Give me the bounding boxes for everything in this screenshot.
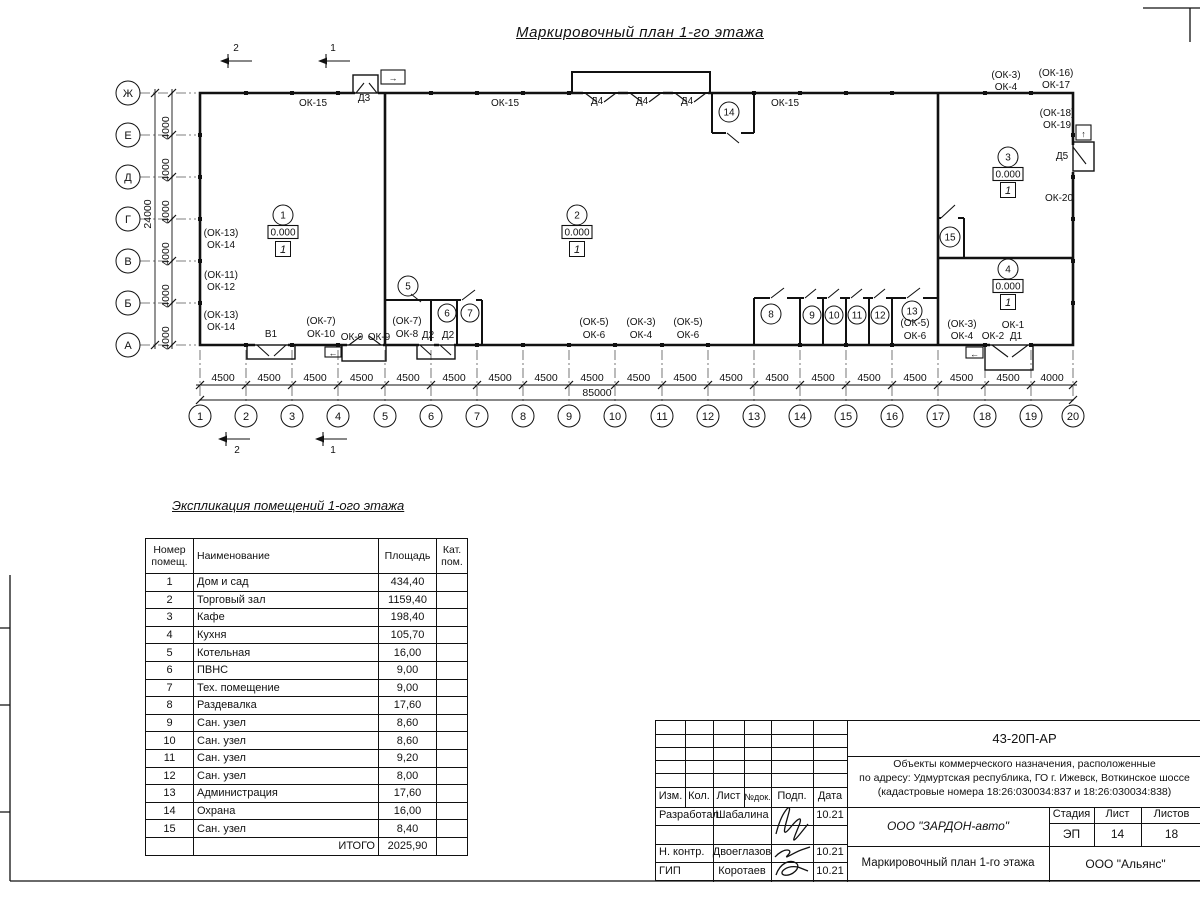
dim-bottom-17: 4500 — [949, 372, 974, 384]
dim-bottom-3: 4500 — [303, 372, 327, 384]
exploration-cell: 1159,40 — [379, 591, 437, 609]
exit-arrow-icon: ← — [328, 348, 338, 358]
axis-col-label-16: 16 — [885, 411, 899, 423]
ok3-t1-label: (ОК-3) — [991, 70, 1021, 81]
exploration-cell — [437, 749, 468, 767]
dim-left-total: 24000 — [142, 199, 154, 229]
d5-label: Д5 — [1055, 151, 1069, 162]
column-mark — [244, 343, 248, 347]
rev-header-ndok: №док. — [744, 791, 771, 802]
exploration-cell — [437, 626, 468, 644]
ok3-b1-label: (ОК-3) — [626, 317, 656, 328]
floor-type-4: 1 — [1004, 297, 1012, 309]
exploration-cell: 1 — [146, 574, 194, 592]
ok15-2-label: ОК-15 — [490, 98, 520, 109]
exploration-cell: Тех. помещение — [194, 679, 379, 697]
exploration-total-cell — [437, 837, 468, 855]
dim-bottom-10: 4500 — [626, 372, 651, 384]
ok6-a-label: ОК-6 — [582, 330, 606, 341]
dim-bottom-1: 4500 — [211, 372, 235, 384]
column-mark — [1029, 91, 1033, 95]
exploration-cell: 9 — [146, 714, 194, 732]
exploration-row — [146, 785, 468, 803]
plan-annotations — [116, 43, 1086, 456]
exploration-cell: 16,00 — [379, 644, 437, 662]
stage-value: ЭП — [1062, 827, 1081, 842]
column-mark — [752, 91, 756, 95]
ok17-label: ОК-17 — [1041, 80, 1071, 91]
drawing-title: Маркировочный план 1-го этажа — [861, 857, 1035, 870]
column-mark — [290, 343, 294, 347]
exploration-cell: Администрация — [194, 785, 379, 803]
exploration-cell: 3 — [146, 609, 194, 627]
exploration-total-cell: ИТОГО — [194, 837, 379, 855]
d4-2-label: Д4 — [635, 96, 649, 107]
dim-bottom-7: 4500 — [488, 372, 512, 384]
column-mark — [198, 301, 202, 305]
exploration-cell: 11 — [146, 749, 194, 767]
dim-bottom-13: 4500 — [765, 372, 789, 384]
exploration-cell — [437, 820, 468, 838]
exploration-cell — [437, 785, 468, 803]
exploration-row — [146, 626, 468, 644]
ok5-a-label: (ОК-5) — [579, 317, 609, 328]
dim-bottom-15: 4500 — [857, 372, 881, 384]
dim-left-5: 4000 — [160, 284, 172, 308]
room-number-1: 1 — [280, 210, 286, 222]
exploration-cell — [437, 679, 468, 697]
column-mark — [475, 343, 479, 347]
column-mark — [890, 91, 894, 95]
exploration-row — [146, 820, 468, 838]
column-mark — [336, 343, 340, 347]
exploration-total-cell — [146, 837, 194, 855]
dim-bottom-14: 4500 — [811, 372, 835, 384]
axis-row-label-Д: Д — [124, 172, 132, 184]
person-date: 10.21 — [816, 809, 844, 822]
exploration-cell: 9,00 — [379, 661, 437, 679]
column-mark — [1029, 343, 1033, 347]
exploration-cell: Сан. узел — [194, 767, 379, 785]
column-mark — [336, 91, 340, 95]
tb-line — [656, 825, 847, 826]
door-leaves — [257, 83, 1086, 357]
ok7-b-label: (ОК-7) — [392, 316, 422, 327]
ok6-b-label: ОК-6 — [676, 330, 700, 341]
exploration-cell: 198,40 — [379, 609, 437, 627]
column-mark — [983, 343, 987, 347]
axis-row-label-Е: Е — [124, 130, 132, 142]
v1-label: В1 — [264, 329, 278, 340]
company-name: ООО "ЗАРДОН-авто" — [886, 819, 1010, 834]
room-elevation-2: 0.000 — [564, 227, 590, 239]
sec2-bot-label: 2 — [234, 445, 240, 456]
exploration-cell: Сан. узел — [194, 714, 379, 732]
column-mark — [567, 91, 571, 95]
exploration-cell: Дом и сад — [194, 574, 379, 592]
ok12-label: ОК-12 — [206, 282, 236, 293]
project-line-3: (кадастровые номера 18:26:030034:837 и 18:26:030034:838) — [877, 785, 1172, 798]
exploration-cell: Охрана — [194, 802, 379, 820]
room-number-9: 9 — [809, 310, 815, 322]
ok4-b2-label: ОК-4 — [950, 331, 974, 342]
exploration-cell: 14 — [146, 802, 194, 820]
exploration-cell: 17,60 — [379, 697, 437, 715]
exploration-cell: 6 — [146, 661, 194, 679]
axis-row-label-Б: Б — [124, 298, 132, 310]
exploration-row — [146, 802, 468, 820]
exploration-row — [146, 749, 468, 767]
axis-col-label-6: 6 — [427, 411, 435, 423]
column-mark — [198, 175, 202, 179]
tb-line — [656, 760, 847, 761]
ok3-b2-label: (ОК-3) — [947, 319, 977, 330]
ok19-label: ОК-19 — [1042, 120, 1072, 131]
exploration-cell: 105,70 — [379, 626, 437, 644]
axis-col-label-1: 1 — [196, 411, 204, 423]
dim-bottom-12: 4500 — [719, 372, 743, 384]
ok9-a-label: ОК-9 — [340, 332, 364, 343]
room-number-14: 14 — [723, 107, 735, 119]
col-header-name: Наименование — [194, 539, 379, 574]
exit-arrow-icon: ↑ — [1081, 129, 1086, 139]
axis-col-label-12: 12 — [701, 411, 715, 423]
axis-col-label-17: 17 — [931, 411, 945, 423]
sec2-top-label: 2 — [233, 43, 239, 54]
column-mark — [1071, 175, 1075, 179]
ok16-label: (ОК-16) — [1038, 68, 1074, 79]
rev-header-list: Лист — [716, 790, 741, 803]
rev-header-kol: Кол. — [688, 790, 710, 803]
tb-line — [656, 747, 847, 748]
col-header-area: Площадь — [379, 539, 437, 574]
ok4-t1-label: ОК-4 — [994, 82, 1018, 93]
dim-left-6: 4000 — [160, 326, 172, 350]
column-mark — [521, 343, 525, 347]
person-role: Н. контр. — [659, 846, 705, 859]
exploration-cell: Сан. узел — [194, 732, 379, 750]
exploration-cell — [437, 574, 468, 592]
axis-col-label-2: 2 — [242, 411, 250, 423]
exploration-cell: 8,60 — [379, 732, 437, 750]
dim-left-1: 4000 — [160, 116, 172, 140]
room-number-11: 11 — [851, 310, 863, 322]
dim-bottom-total: 85000 — [582, 387, 612, 399]
room-elevation-1: 0.000 — [270, 227, 296, 239]
axis-col-label-14: 14 — [793, 411, 807, 423]
column-mark — [429, 91, 433, 95]
exploration-row — [146, 574, 468, 592]
person-role: Разработал — [659, 809, 719, 822]
exploration-row — [146, 697, 468, 715]
ok2-label: ОК-2 — [981, 331, 1005, 342]
exploration-cell: Кухня — [194, 626, 379, 644]
ok15-1-label: ОК-15 — [298, 98, 328, 109]
column-mark — [706, 343, 710, 347]
room-number-6: 6 — [444, 308, 450, 320]
axis-row-label-А: А — [124, 340, 132, 352]
exploration-cell: 13 — [146, 785, 194, 803]
column-mark — [798, 343, 802, 347]
column-mark — [1071, 217, 1075, 221]
dim-bottom-9: 4500 — [580, 372, 604, 384]
dim-bottom-16: 4500 — [903, 372, 927, 384]
column-mark — [660, 343, 664, 347]
exploration-cell: Раздевалка — [194, 697, 379, 715]
column-mark — [198, 217, 202, 221]
exit-arrow-icon: ← — [970, 349, 979, 359]
section-arrow-icon — [220, 58, 229, 65]
person-name: Шабалина — [715, 809, 769, 822]
room-elevation-3: 0.000 — [995, 169, 1021, 181]
axis-row-label-Ж: Ж — [122, 88, 134, 100]
rev-header-podp: Подп. — [777, 790, 807, 803]
project-line-1: Объекты коммерческого назначения, расположенные — [893, 757, 1156, 770]
person-date: 10.21 — [816, 846, 844, 859]
exploration-row — [146, 679, 468, 697]
exploration-cell: 8,40 — [379, 820, 437, 838]
exploration-cell: 12 — [146, 767, 194, 785]
axis-col-label-4: 4 — [334, 411, 342, 423]
exploration-cell — [437, 732, 468, 750]
tb-line — [656, 773, 847, 774]
exploration-cell: 8 — [146, 697, 194, 715]
exploration-cell — [437, 697, 468, 715]
project-line-2: по адресу: Удмуртская республика, ГО г. Ижевск, Воткинское шоссе — [859, 771, 1190, 784]
title-block — [655, 720, 1200, 881]
column-mark — [890, 343, 894, 347]
doc-number: 43-20П-АР — [992, 730, 1057, 746]
dim-bottom-2: 4500 — [257, 372, 281, 384]
axis-col-label-7: 7 — [473, 411, 481, 423]
axis-row-label-Г: Г — [125, 214, 131, 226]
exploration-cell: 9,00 — [379, 679, 437, 697]
ok9-b-label: ОК-9 — [367, 332, 391, 343]
dim-bottom-4: 4500 — [349, 372, 374, 384]
axis-col-label-10: 10 — [608, 411, 622, 423]
exploration-row — [146, 732, 468, 750]
room-number-2: 2 — [574, 210, 580, 222]
column-mark — [244, 91, 248, 95]
ok5-b-label: (ОК-5) — [673, 317, 703, 328]
sec1-top-label: 1 — [330, 43, 336, 54]
sheet-value: 14 — [1110, 827, 1125, 842]
tb-line — [656, 734, 847, 735]
exploration-cell: 15 — [146, 820, 194, 838]
room-number-12: 12 — [874, 310, 886, 322]
axis-col-label-5: 5 — [381, 411, 389, 423]
col-header-category: Кат. пом. — [437, 539, 468, 574]
ok15-3-label: ОК-15 — [770, 98, 800, 109]
exploration-cell — [437, 609, 468, 627]
exploration-row — [146, 609, 468, 627]
floor-type-3: 1 — [1004, 185, 1012, 197]
column-mark — [844, 343, 848, 347]
exit-arrow-boxes — [325, 70, 1091, 358]
exploration-cell: Торговый зал — [194, 591, 379, 609]
column-mark — [1071, 259, 1075, 263]
exploration-cell — [437, 767, 468, 785]
ok13-b-label: (ОК-13) — [203, 310, 239, 321]
section-arrow-icon — [318, 58, 327, 65]
exploration-cell: 2 — [146, 591, 194, 609]
d1-label: Д1 — [1009, 331, 1023, 342]
sheet-header: Лист — [1105, 808, 1130, 821]
exploration-row — [146, 767, 468, 785]
column-mark — [198, 259, 202, 263]
dim-bottom-6: 4500 — [442, 372, 466, 384]
exploration-cell — [437, 802, 468, 820]
axis-col-label-15: 15 — [839, 411, 853, 423]
column-mark — [613, 343, 617, 347]
exploration-total-cell: 2025,90 — [379, 837, 437, 855]
exploration-cell — [437, 714, 468, 732]
exploration-row — [146, 591, 468, 609]
dim-bottom-18: 4500 — [996, 372, 1020, 384]
exploration-cell: Кафе — [194, 609, 379, 627]
axis-col-label-19: 19 — [1024, 411, 1038, 423]
exit-arrow-icon: → — [388, 73, 398, 83]
room-number-4: 4 — [1005, 264, 1011, 276]
ok8-label: ОК-8 — [395, 329, 419, 340]
exploration-cell: ПВНС — [194, 661, 379, 679]
axis-col-label-8: 8 — [519, 411, 527, 423]
axis-col-label-18: 18 — [978, 411, 992, 423]
person-date: 10.21 — [816, 865, 844, 878]
d2-a-label: Д2 — [421, 330, 435, 341]
exploration-cell: 5 — [146, 644, 194, 662]
ok1-label: ОК-1 — [1001, 320, 1025, 331]
column-mark — [290, 91, 294, 95]
exploration-total-row — [146, 837, 468, 855]
room-elevation-4: 0.000 — [995, 281, 1021, 293]
axis-col-label-11: 11 — [656, 411, 668, 423]
stage-header: Стадия — [1052, 808, 1091, 821]
column-mark — [798, 91, 802, 95]
exploration-row — [146, 661, 468, 679]
sheets-header: Листов — [1153, 808, 1190, 821]
exploration-cell: Котельная — [194, 644, 379, 662]
exploration-cell: Сан. узел — [194, 749, 379, 767]
section-arrow-icon — [218, 436, 227, 443]
section-arrow-icon — [315, 436, 324, 443]
person-name: Коротаев — [718, 865, 766, 878]
floor-type-1: 1 — [279, 244, 287, 256]
room-number-10: 10 — [828, 310, 840, 322]
sec1-bot-label: 1 — [330, 445, 336, 456]
ok5-c-label: (ОК-5) — [900, 318, 930, 329]
exploration-cell: 4 — [146, 626, 194, 644]
exploration-cell: 434,40 — [379, 574, 437, 592]
axis-col-label-3: 3 — [288, 411, 296, 423]
axis-col-label-20: 20 — [1066, 411, 1080, 423]
rev-header-data: Дата — [817, 790, 843, 803]
ok6-c-label: ОК-6 — [903, 331, 927, 342]
exploration-cell — [437, 661, 468, 679]
room-number-13: 13 — [906, 306, 918, 318]
d3-label: Д3 — [357, 93, 371, 104]
column-mark — [983, 91, 987, 95]
signature-shabalina — [770, 800, 814, 848]
room-number-3: 3 — [1005, 152, 1011, 164]
dim-left-4: 4000 — [160, 242, 172, 266]
axis-col-label-13: 13 — [747, 411, 761, 423]
column-mark — [198, 133, 202, 137]
ok7-a-label: (ОК-7) — [306, 316, 336, 327]
column-mark — [844, 91, 848, 95]
exploration-cell: 8,00 — [379, 767, 437, 785]
ok4-b1-label: ОК-4 — [629, 330, 653, 341]
column-mark — [475, 91, 479, 95]
exploration-row — [146, 644, 468, 662]
axis-col-label-9: 9 — [565, 411, 573, 423]
exploration-cell — [437, 591, 468, 609]
dim-left-3: 4000 — [160, 200, 172, 224]
room-number-5: 5 — [405, 281, 411, 293]
room-number-7: 7 — [467, 308, 473, 320]
room-number-8: 8 — [768, 309, 774, 321]
dim-bottom-5: 4500 — [396, 372, 420, 384]
partition-walls — [385, 93, 964, 345]
exploration-cell: 7 — [146, 679, 194, 697]
dim-bottom-19: 4000 — [1040, 372, 1064, 384]
ok13-a-label: (ОК-13) — [203, 228, 239, 239]
ok20-label: ОК-20 — [1044, 193, 1074, 204]
exploration-cell: 10 — [146, 732, 194, 750]
d4-3-label: Д4 — [680, 96, 694, 107]
column-mark — [1071, 133, 1075, 137]
dim-bottom-11: 4500 — [673, 372, 697, 384]
exploration-table — [145, 538, 468, 856]
exploration-cell: 17,60 — [379, 785, 437, 803]
exploration-row — [146, 714, 468, 732]
person-name: Двоеглазов — [712, 846, 772, 859]
axis-row-label-В: В — [124, 256, 132, 268]
firm-name: ООО "Альянс" — [1085, 856, 1166, 871]
door-openings — [255, 89, 1077, 349]
dim-bottom-8: 4500 — [534, 372, 558, 384]
ok14-b-label: ОК-14 — [206, 322, 236, 333]
exploration-cell: Сан. узел — [194, 820, 379, 838]
ok10-label: ОК-10 — [306, 329, 336, 340]
exploration-cell: 8,60 — [379, 714, 437, 732]
ok11-label: (ОК-11) — [204, 270, 238, 281]
room-number-15: 15 — [944, 232, 956, 244]
column-mark — [567, 343, 571, 347]
d2-b-label: Д2 — [441, 330, 455, 341]
person-role: ГИП — [659, 865, 681, 878]
page-title: Маркировочный план 1-го этажа — [516, 24, 764, 41]
rev-header-izm: Изм. — [658, 790, 683, 803]
floor-type-2: 1 — [573, 244, 581, 256]
sheets-value: 18 — [1164, 827, 1179, 842]
signature-dvoeglazov-korotaev — [770, 843, 814, 883]
column-mark — [521, 91, 525, 95]
dim-left-2: 4000 — [160, 158, 172, 182]
exploration-cell: 16,00 — [379, 802, 437, 820]
exploration-cell: 9,20 — [379, 749, 437, 767]
column-mark — [1071, 301, 1075, 305]
exploration-title: Экспликация помещений 1-ого этажа — [172, 498, 405, 513]
ok18-label: (ОК-18) — [1039, 108, 1075, 119]
col-header-number: Номер помещ. — [146, 539, 194, 574]
exploration-cell — [437, 644, 468, 662]
d4-1-label: Д4 — [590, 96, 604, 107]
ok14-a-label: ОК-14 — [206, 240, 236, 251]
